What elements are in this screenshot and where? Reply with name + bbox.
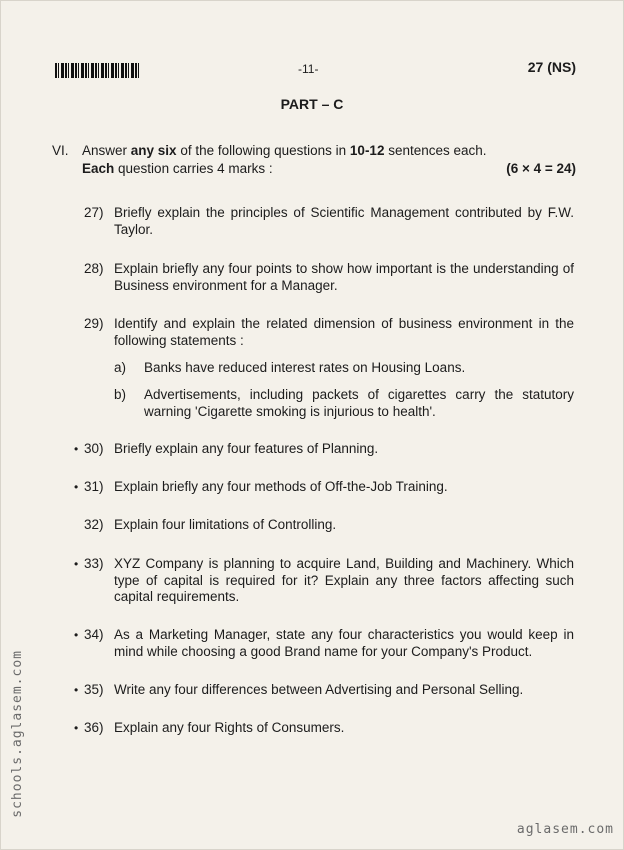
section-number: VI. — [52, 143, 69, 158]
bullet-mark: • — [74, 480, 79, 494]
bottom-watermark: aglasem.com — [516, 822, 614, 837]
page-number: -11- — [298, 62, 319, 76]
side-watermark: schools.aglasem.com — [10, 650, 25, 818]
bullet-mark: • — [74, 683, 79, 697]
barcode — [55, 63, 139, 78]
marks-total: (6 × 4 = 24) — [506, 161, 576, 176]
instruction-line-2: Each question carries 4 marks : — [82, 161, 273, 176]
bullet-mark: • — [74, 721, 79, 735]
part-title: PART – C — [280, 96, 344, 112]
instruction-line-1: Answer any six of the following questions in 10-12 sentences each. — [82, 143, 487, 158]
bullet-mark: • — [74, 628, 79, 642]
bullet-mark: • — [74, 557, 79, 571]
bullet-mark: • — [74, 442, 79, 456]
paper-code: 27 (NS) — [527, 59, 576, 75]
